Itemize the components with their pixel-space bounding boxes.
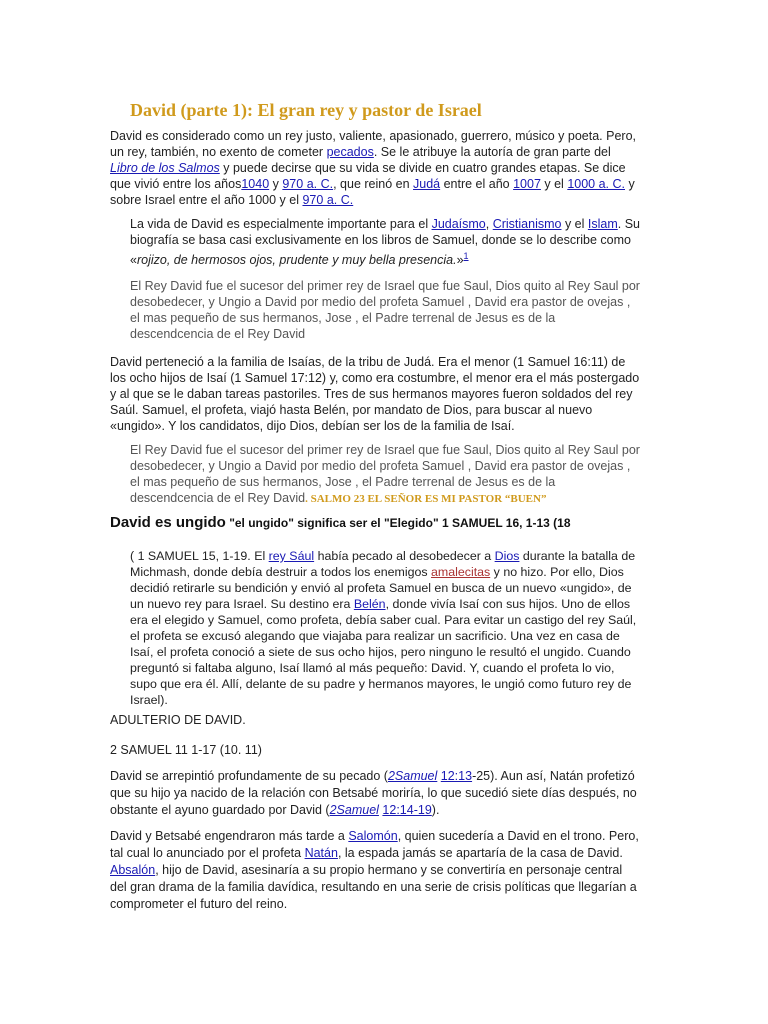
link-belen[interactable]: Belén xyxy=(353,597,386,611)
intro-paragraph: David es considerado como un rey justo, valiente, apasionado, guerrero, músico y poeta. Pero, un rey, también, no exento de cometer pecados. Se le atribuye la autoría de gran parte del Libro de los Salmos y puede decirse que su vida se divide en cuatro grandes etapas. Se dice que vivió entre los años1040 y 970 a. C., que reinó en Judá entre el año 1007 y el 1000 a. C. y sobre Israel entre el año 1000 y el 970 a. C. xyxy=(110,129,636,207)
link-1000-ac[interactable]: 1000 a. C. xyxy=(567,177,625,191)
link-12-13[interactable]: 12:13 xyxy=(440,769,473,783)
ungido-heading: David es ungido "el ungido" significa ser el "Elegido" 1 SAMUEL 16, 1-13 (18 xyxy=(110,514,571,531)
link-natan[interactable]: Natán xyxy=(304,846,338,860)
sucesor-paragraph: El Rey David fue el sucesor del primer rey de Israel que fue Saul, Dios quito al Rey Saul por desobedecer, y Ungio a David por medio del profeta Samuel , David era pastor de ovejas , el mas pequeño de sus hermanos, Jose , el Padre terrenal de Jesus es de la descendcencia de el Rey David xyxy=(130,279,640,341)
link-dios[interactable]: Dios xyxy=(494,549,520,563)
link-970-ac[interactable]: 970 a. C. xyxy=(282,177,334,191)
link-2samuel-b[interactable]: 2Samuel xyxy=(329,803,379,817)
link-cristianismo[interactable]: Cristianismo xyxy=(492,217,562,231)
religions-paragraph: La vida de David es especialmente importante para el Judaísmo, Cristianismo y el Islam. Su biografía se basa casi exclusivamente en los libros de Samuel, donde se lo describe como «rojizo, de hermosos ojos, prudente y muy bella presencia.»$^1$ xyxy=(130,217,641,268)
link-juda[interactable]: Judá xyxy=(413,177,441,191)
link-pecados[interactable]: pecados xyxy=(326,145,374,159)
footnote-1[interactable]: 1 xyxy=(463,251,469,261)
salomon-paragraph: David y Betsabé engendraron más tarde a Salomón, quien sucedería a David en el trono. Pero, tal cual lo anunciado por el profeta Natán, la espada jamás se apartaría de la casa de David. Absalón, hijo de David, asesinaría a su propio hermano y se convertiría en personaje central del gran drama de la familia davídica, resultando en una serie de crisis políticas que llegarían a comprometer el futuro del reino. xyxy=(110,829,639,911)
salmo-23-note: . SALMO 23 EL SEÑOR ES MI PASTOR “BUEN” xyxy=(305,493,547,505)
familia-paragraph: David perteneció a la familia de Isaías, de la tribu de Judá. Era el menor (1 Samuel 16:11) de los ocho hijos de Isaí (1 Samuel 17:12) y, como era costumbre, el menor era el más postergado y al que se le daban tareas pastoriles. Tres de sus hermanos mayores fueron soldados del rey Saúl. Samuel, el profeta, viajó hasta Belén, por mandato de Dios, para buscar al nuevo «ungido». Y los candidatos, dijo Dios, debían ser los de la familia de Isaí. xyxy=(110,355,640,433)
link-970-ac-2[interactable]: 970 a. C. xyxy=(302,193,354,207)
arrepentimiento-paragraph: David se arrepintió profundamente de su pecado (2Samuel 12:13-25). Aun así, Natán profetizó que su hijo ya nacido de la relación con Betsabé moriría, lo que sucedió siete días después, no obstante el ayuno guardado por David (2Samuel 12:14-19). xyxy=(110,769,637,817)
link-1007[interactable]: 1007 xyxy=(513,177,541,191)
link-absalon[interactable]: Absalón xyxy=(110,863,156,877)
link-rey-saul[interactable]: rey Sául xyxy=(268,549,315,563)
samuel-reference: 2 SAMUEL 11 1-17 (10. 11) xyxy=(110,743,262,757)
page-title: David (parte 1): El gran rey y pastor de Israel xyxy=(130,100,482,120)
link-libro-salmos[interactable]: Libro de los Salmos xyxy=(110,161,220,175)
sucesor-paragraph-2: El Rey David fue el sucesor del primer rey de Israel que fue Saul, Dios quito al Rey Saul por desobedecer, y Ungio a David por medio del profeta Samuel , David era pastor de ovejas , el mas pequeño de sus hermanos, Jose , el Padre terrenal de Jesus es de la descendcencia de el Rey David. SALMO 23 EL SEÑOR ES MI PASTOR “BUEN” xyxy=(130,443,640,505)
ungido-paragraph: ( 1 SAMUEL 15, 1-19. El rey Sául había pecado al desobedecer a Dios durante la batalla de Michmash, donde debía destruir a todos los enemigos amalecitas y no hizo. Por ello, Dios decidió retirarle su bendición y envió al profeta Samuel en busca de un nuevo «ungido», de un nuevo rey para Israel. Su destino era Belén, donde vivía Isaí con sus hijos. Uno de ellos era el elegido y Samuel, como profeta, debía saber cual. Para evitar un castigo del rey Saúl, el profeta se excusó alegando que viajaba para realizar un sacrificio. Una vez en casa de Isaí, el profeta conoció a siete de sus ocho hijos, pero ninguno le resultó el ungido. Cuando preguntó si faltaba alguno, Isaí llamó al más pequeño: David. Y, cuando el profeta lo vio, supo que era él. Allí, delante de su padre y hermanos mayores, le ungió como futuro rey de Israel). xyxy=(130,549,637,707)
link-judaismo[interactable]: Judaísmo xyxy=(431,217,486,231)
link-2samuel-a[interactable]: 2Samuel xyxy=(387,769,438,783)
link-12-14-19[interactable]: 12:14-19 xyxy=(382,803,432,817)
adulterio-heading: ADULTERIO DE DAVID. xyxy=(110,713,246,727)
link-1040[interactable]: 1040 xyxy=(241,177,270,191)
link-salomon[interactable]: Salomón xyxy=(348,829,398,843)
link-amalecitas[interactable]: amalecitas xyxy=(431,565,491,579)
link-islam[interactable]: Islam xyxy=(587,217,618,231)
